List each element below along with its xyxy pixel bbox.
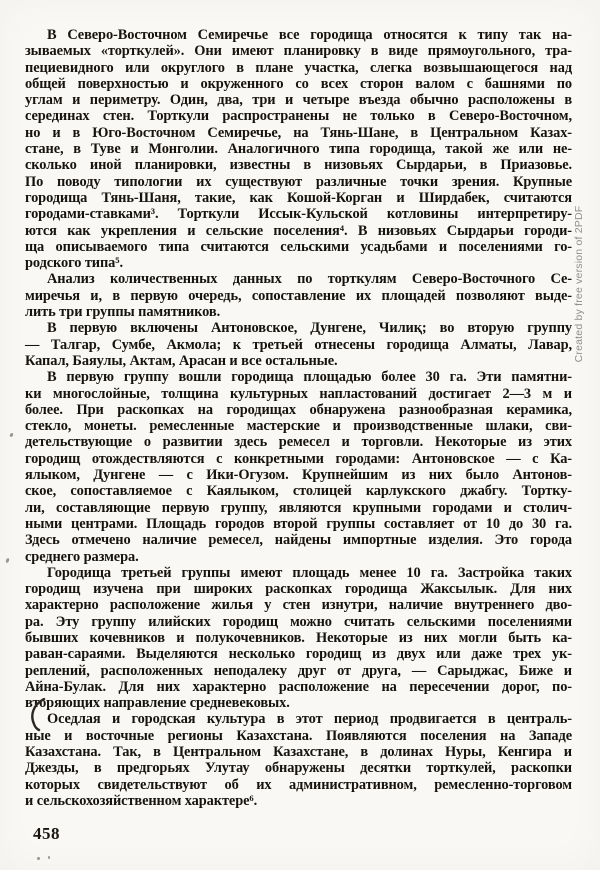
text-line: но и в Юго-Восточном Семиречье, на Тянь-Шане, в Центральном Казах- bbox=[25, 124, 572, 141]
text-line: бывших кочевников и полукочевников. Некоторые из них могли быть ка- bbox=[25, 629, 572, 646]
text-line: характерно расположение жилья у стен изнутри, наличие внутреннего дво- bbox=[25, 597, 572, 614]
text-line: лить три группы памятников. bbox=[25, 304, 221, 321]
ink-speckle bbox=[5, 558, 10, 564]
text-line: По поводу типологии их существуют различные точки зрения. Крупные bbox=[25, 173, 572, 190]
text-line: В Северо-Восточном Семиречье все городища относятся к типу так на- bbox=[47, 27, 572, 43]
text-line: ское, сопоставляемое с Каялыком, столицей карлукского джабгу. Тортку- bbox=[25, 483, 572, 500]
pdf-watermark: Created by free version of 2PDF bbox=[573, 205, 585, 363]
text-line: пециевидного или округлого в плане участка, слегка возвышающегося над bbox=[25, 59, 572, 76]
text-line: ными центрами. Площадь городов второй группы составляет от 10 до 30 га. bbox=[25, 515, 572, 532]
text-line: городами-ставками³. Торткули Иссык-Кульской котловины интерпретиру- bbox=[25, 206, 572, 223]
text-line: вторяющих направление средневековых. bbox=[25, 695, 290, 712]
text-line: детельствующие о развитии здесь ремесел и торговли. Некоторые из этих bbox=[25, 434, 572, 451]
text-line: ли, составляющие первую группу, являются крупными городами и столич- bbox=[25, 499, 572, 516]
text-line: Капал, Баяулы, Актам, Арасан и все остальные. bbox=[25, 352, 338, 369]
text-line: ки многослойные, толщина культурных напластований достигает 2—3 м и bbox=[25, 385, 572, 402]
text-line: Здесь отмечено наличие ремесел, найдены импортные изделия. Это города bbox=[25, 532, 572, 549]
text-line: раван-сараями. Выделяются несколько городищ из двух или даже трех ук- bbox=[25, 646, 572, 663]
text-line: углам и периметру. Один, два, три и четыре въезда обычно расположены в bbox=[25, 92, 572, 109]
text-line: сколько иной планировки, известны в низовьях Сырдарьи, в Приазовье. bbox=[25, 157, 572, 174]
text-line: более. При раскопках на городищах обнаружена разнообразная керамика, bbox=[25, 401, 572, 418]
text-line: зываемых «торткулей». Они имеют планировку в виде прямоугольного, тра- bbox=[25, 43, 572, 60]
text-line: Городища третьей группы имеют площадь менее 10 га. Застройка таких bbox=[47, 564, 572, 581]
text-line: ща описываемого типа считаются сельскими усадьбами и поселениями го- bbox=[25, 238, 572, 255]
text-line: и сельскохозяйственном характере⁶. bbox=[25, 792, 258, 809]
text-line: которых свидетельствуют об их административном, ремесленно-торговом bbox=[25, 776, 572, 793]
text-line: реплений, расположенных неподалеку друг от друга, — Сарыджас, Биже и bbox=[25, 662, 572, 679]
text-line: стане, в Туве и Монголии. Аналогичного типа городища, такой же или не- bbox=[25, 141, 572, 158]
ink-speckle bbox=[37, 857, 40, 860]
ink-speckle bbox=[9, 433, 14, 438]
text-line: ются как укрепления и сельские поселения⁴. В низовьях Сырдарьи городи- bbox=[25, 222, 572, 239]
text-line: серединах стен. Торткули распространены не только в Северо-Восточном, bbox=[25, 108, 572, 125]
text-line: ра. Эту группу илийских городищ можно считать сельскими поселениями bbox=[25, 613, 572, 630]
page-text bbox=[25, 27, 572, 809]
text-line: стекло, монеты. ремесленные мастерские и производственные шлаки, сви- bbox=[25, 418, 572, 435]
text-line: среднего размера. bbox=[25, 548, 139, 565]
ink-speckle bbox=[48, 856, 50, 859]
text-line: городища Тянь-Шаня, такие, как Кошой-Корган и Ширдабек, считаются bbox=[25, 189, 572, 206]
text-line: городищ отождествляются с конкретными городами: Антоновское — с Ка- bbox=[25, 450, 572, 467]
text-line: Анализ количественных данных по торткулям Северо-Восточного Се- bbox=[47, 271, 572, 288]
text-line: родского типа⁵. bbox=[25, 255, 123, 272]
text-line: В первую группу вошли городища площадью более 30 га. Эти памятни- bbox=[47, 369, 572, 386]
text-line: ялыком, Дунгене — с Ики-Огузом. Крупнейшим из них было Антонов- bbox=[25, 467, 572, 484]
text-line: Айна-Булак. Для них характерно расположение на пересечении дорог, по- bbox=[25, 678, 572, 695]
text-line: — Талгар, Сумбе, Акмола; к третьей отнесены городища Алматы, Лавар, bbox=[25, 336, 572, 353]
pen-mark-annotation bbox=[27, 698, 49, 732]
text-line: Джезды, в предгорьях Улутау обнаружены десятки торткулей, раскопки bbox=[25, 760, 572, 777]
text-line: миречья и, в первую очередь, сопоставление их площадей позволяют выде- bbox=[25, 287, 572, 304]
text-line: Оседлая и городская культура в этот период продвигается в централь- bbox=[47, 711, 572, 728]
text-line: городищ изучена при широких раскопках городища Жаксылык. Для них bbox=[25, 581, 572, 598]
text-line: В первую включены Антоновское, Дунгене, Чилиқ; во вторую группу bbox=[47, 320, 572, 337]
text-line: Казахстана. Так, в Центральном Казахстане, в долинах Нуры, Кенгира и bbox=[25, 744, 572, 761]
text-line: общей поверхностью и окруженного со всех сторон валом с башнями по bbox=[25, 75, 572, 92]
text-line: ные и восточные регионы Казахстана. Появляются поселения на Западе bbox=[25, 727, 572, 744]
page-number: 458 bbox=[33, 824, 60, 843]
